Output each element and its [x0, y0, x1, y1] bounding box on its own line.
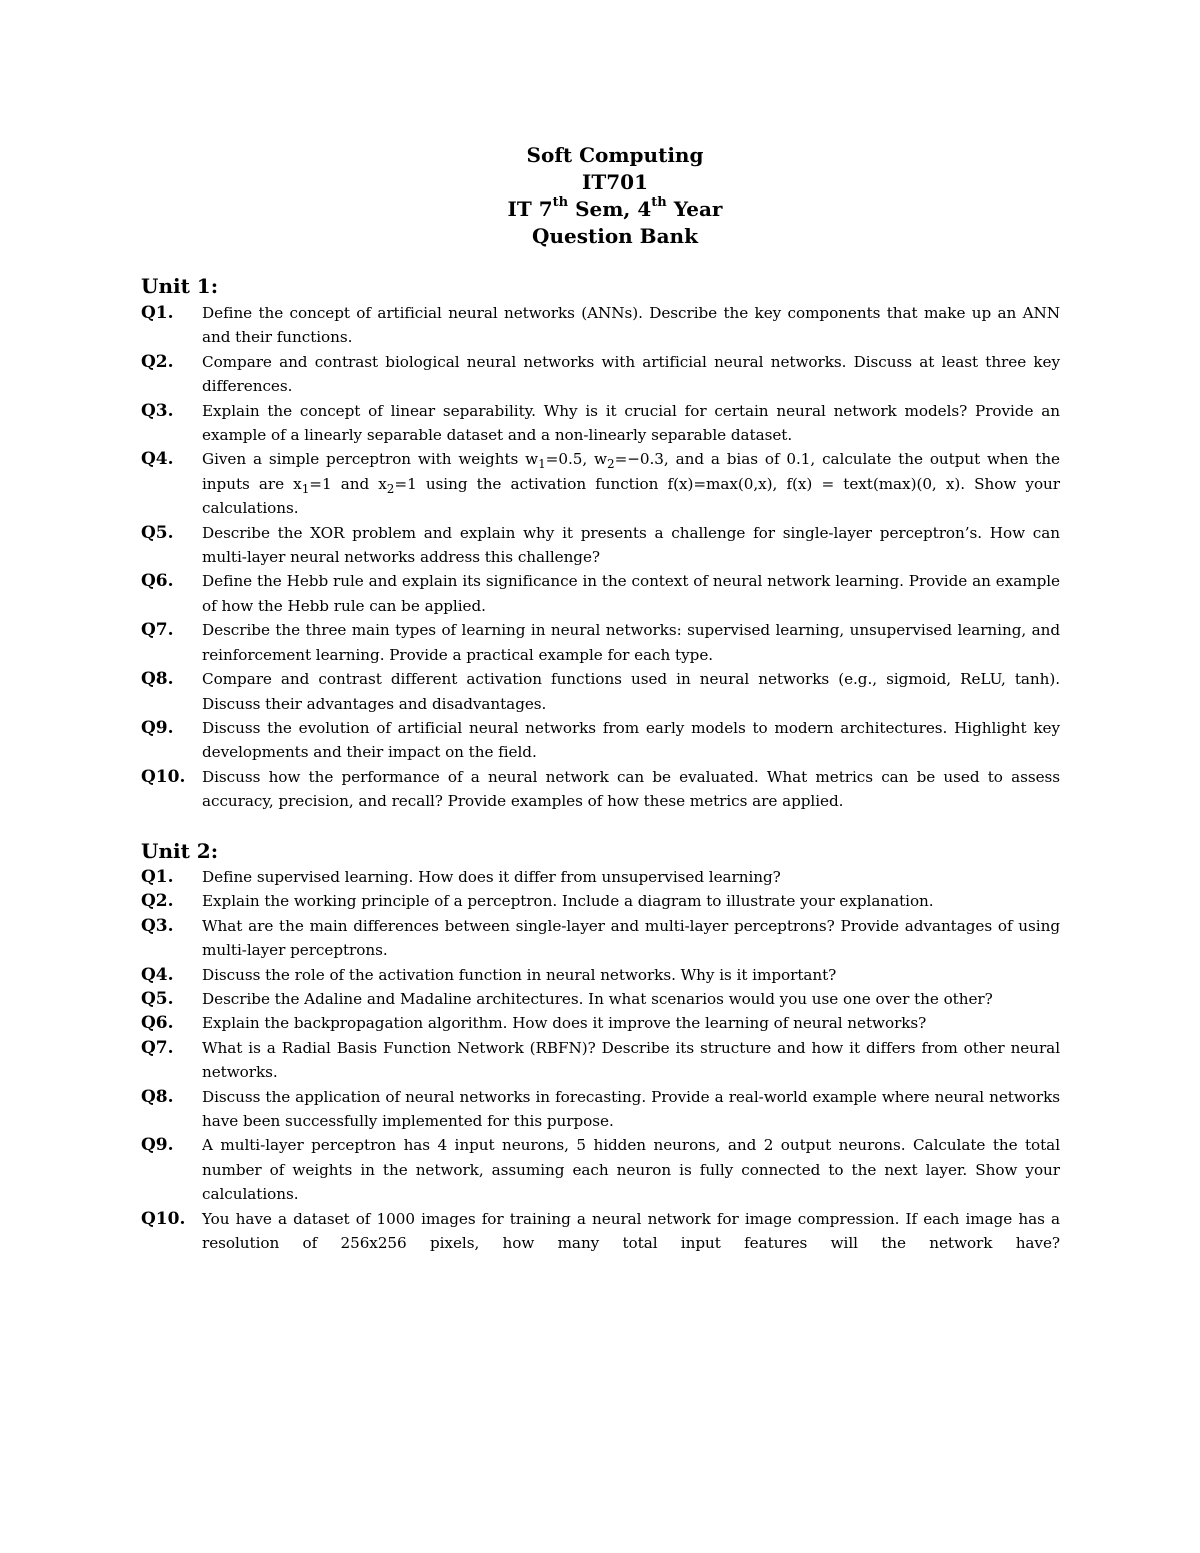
question-number: Q4. — [141, 964, 174, 985]
question-text: Explain the backpropagation algorithm. How does it improve the learning of neural networks? — [202, 1014, 927, 1033]
question-text: Discuss the application of neural networks in forecasting. Provide a real-world example where neural networks have been successfully implemented for this purpose. — [202, 1087, 1060, 1131]
question-text: Define supervised learning. How does it differ from unsupervised learning? — [202, 868, 781, 886]
question-number: Q1. — [141, 303, 174, 323]
question-text-part: =−0.3, and a bias of 0.1, calculate the output when the inputs are x — [202, 450, 1060, 493]
course-code: IT701 — [582, 170, 648, 194]
question-number: Q8. — [141, 1086, 174, 1107]
question-text: A multi-layer perceptron has 4 input neurons, 5 hidden neurons, and 2 output neurons. Calculate the total number of weights in the network, assuming each neuron is fully connected to the next layer. Show your calculations. — [202, 1136, 1060, 1204]
question-text-part: Given a simple perceptron with weights w — [202, 450, 539, 469]
question-text: Describe the XOR problem and explain why it presents a challenge for single-layer perceptron’s. How can multi-layer neural networks address this challenge? — [202, 523, 1060, 567]
question-item — [141, 1036, 1060, 1085]
question-item — [141, 618, 1060, 667]
semester-middle: Sem, 4 — [568, 197, 652, 221]
question-number: Q8. — [141, 669, 174, 690]
question-item — [141, 1207, 1060, 1256]
question-item — [141, 399, 1060, 448]
document-subtitle: Question Bank — [532, 224, 698, 248]
question-text-part: =0.5, w — [545, 450, 607, 469]
question-text: You have a dataset of 1000 images for training a neural network for image compression. If each image has a resolution of 256x256 pixels, how many total input features will the network have? — [202, 1209, 1060, 1253]
question-number: Q9. — [141, 1135, 174, 1156]
question-text: What are the main differences between single-layer and multi-layer perceptrons? Provide advantages of using multi-layer perceptrons. — [202, 916, 1060, 960]
question-item — [141, 889, 1060, 913]
question-text: Discuss how the performance of a neural network can be evaluated. What metrics can be used to assess accuracy, precision, and recall? Provide examples of how these metrics are applied. — [202, 767, 1060, 811]
unit-1-heading: Unit 1: — [141, 274, 219, 298]
question-item — [141, 765, 1060, 814]
question-item — [141, 865, 1060, 889]
semester-line — [0, 196, 1200, 223]
question-text: Compare and contrast different activation functions used in neural networks (e.g., sigmoid, ReLU, tanh). Discuss their advantages and disadvantages. — [202, 670, 1060, 713]
question-number: Q1. — [141, 867, 174, 887]
question-item — [141, 1085, 1060, 1134]
question-item — [141, 667, 1060, 716]
question-number: Q5. — [141, 989, 174, 1010]
question-number: Q2. — [141, 891, 174, 912]
question-item — [141, 987, 1060, 1011]
question-text: Explain the concept of linear separability. Why is it crucial for certain neural network models? Provide an example of a linearly separable dataset and a non-linearly separable dataset. — [202, 401, 1060, 445]
subscript-x1: 1 — [301, 481, 310, 496]
question-text: Describe the Adaline and Madaline architectures. In what scenarios would you use one over the other? — [202, 990, 993, 1009]
question-item — [141, 914, 1060, 963]
question-text: Compare and contrast biological neural networks with artificial neural networks. Discuss at least three key differences. — [202, 352, 1060, 396]
question-number: Q10. — [141, 766, 186, 787]
question-item — [141, 521, 1060, 570]
question-text: Describe the three main types of learning in neural networks: supervised learning, unsupervised learning, and reinforcement learning. Provide a practical example for each type. — [202, 621, 1060, 664]
question-item — [141, 569, 1060, 618]
question-number: Q6. — [141, 1013, 174, 1034]
subscript-w2: 2 — [606, 457, 615, 472]
question-text — [202, 447, 1060, 520]
question-text: Define the concept of artificial neural networks (ANNs). Describe the key components that make up an ANN and their functions. — [202, 304, 1060, 347]
question-number: Q9. — [141, 717, 174, 738]
question-text: Explain the working principle of a perceptron. Include a diagram to illustrate your explanation. — [202, 892, 934, 911]
question-number: Q3. — [141, 400, 174, 421]
question-text: Discuss the role of the activation function in neural networks. Why is it important? — [202, 965, 837, 984]
document-header — [0, 142, 1200, 250]
question-number: Q7. — [141, 1037, 174, 1058]
question-item — [141, 447, 1060, 520]
question-item — [141, 301, 1060, 350]
question-number: Q4. — [141, 449, 174, 470]
question-number: Q5. — [141, 522, 174, 543]
question-text-part: =1 and x — [309, 474, 387, 493]
unit-2-heading: Unit 2: — [141, 839, 219, 863]
subscript-x2: 2 — [386, 481, 395, 496]
question-number: Q6. — [141, 571, 174, 592]
question-item — [141, 350, 1060, 399]
subscript-w1: 1 — [538, 457, 546, 472]
course-title: Soft Computing — [526, 143, 704, 167]
question-text-part: =1 using the activation function f(x)=max(0,x), f(x) = text(max)(0, x). Show your calculations. — [202, 474, 1060, 518]
question-item — [141, 1133, 1060, 1206]
unit-2-question-list — [141, 865, 1060, 1256]
question-number: Q10. — [141, 1208, 186, 1229]
unit-1-question-list — [141, 301, 1060, 814]
question-item — [141, 716, 1060, 765]
question-item — [141, 963, 1060, 987]
question-number: Q3. — [141, 915, 174, 936]
question-item — [141, 1011, 1060, 1035]
semester-suffix: Year — [666, 197, 723, 221]
question-number: Q7. — [141, 620, 174, 641]
question-text: What is a Radial Basis Function Network (RBFN)? Describe its structure and how it differs from other neural networks. — [202, 1038, 1060, 1082]
semester-superscript: th — [552, 195, 569, 211]
question-number: Q2. — [141, 351, 174, 372]
question-text: Discuss the evolution of artificial neural networks from early models to modern architectures. Highlight key developments and their impact on the field. — [202, 718, 1060, 762]
semester-prefix: IT 7 — [507, 197, 553, 221]
question-text: Define the Hebb rule and explain its significance in the context of neural network learning. Provide an example of how the Hebb rule can be applied. — [202, 572, 1060, 615]
year-superscript: th — [651, 195, 667, 211]
